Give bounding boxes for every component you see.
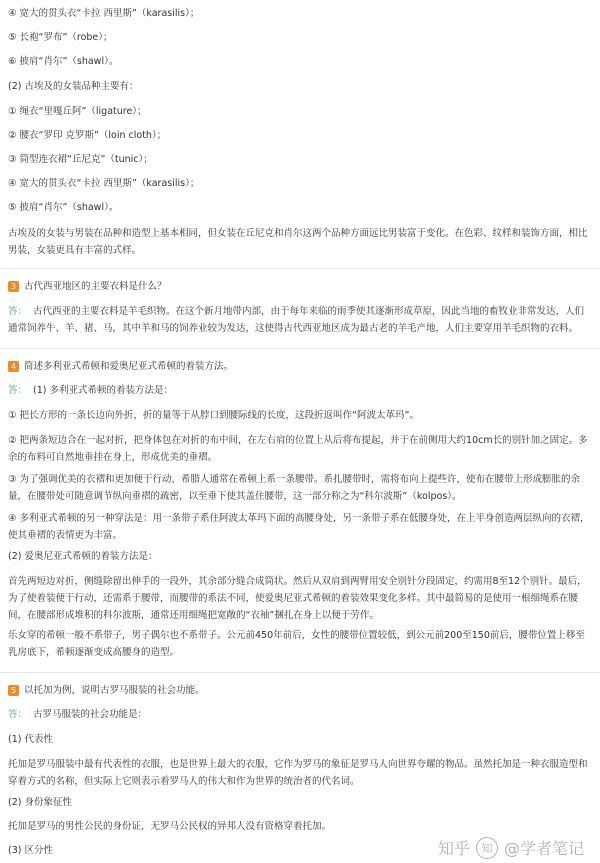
question-number-badge: 3	[8, 281, 19, 292]
paragraph: ③ 为了强调优美的衣褶和更加便于行动，希腊人通常在希顿上系一条腰带。系扎腰带时，需将布向上提些许，使布在腰带上形成膨胀的余量，在腰带处可随意调节纵向垂褶的疏密，以至垂下使其盖住腰带，这一部分称之为“科尔波斯”（kolpos）。	[8, 474, 581, 502]
paragraph: ④ 多利亚式希顿的另一种穿法是：用一条带子系住阿波太革玛下面的高腰身处，另一条带子系在低腰身处，在上半身创造两层纵向的衣褶，使其垂褶的表情更为丰富。	[8, 513, 590, 541]
zhihu-watermark	[438, 836, 584, 859]
divider	[0, 268, 600, 269]
question-3	[8, 279, 592, 295]
paragraph: 古埃及的女装与男装在品种和造型上基本相同，但女装在丘尼克和肖尔这两个品种方面远比男装富于变化。在色彩、纹样和装饰方面，相比男装，女装更具有丰富的式样。	[8, 228, 588, 256]
text-line: 托加是罗马的男性公民的身份证，无罗马公民权的异邦人没有资格穿着托加。	[8, 821, 332, 832]
brand-text: 知乎	[437, 839, 470, 858]
answer-text: (1) 多利亚式希顿的着装方法是：	[33, 385, 173, 396]
text-line: ④ 宽大的贯头衣“卡拉 西里斯”（karasilis）；	[8, 178, 200, 189]
text-line: ⑤ 长袍“罗布”（robe）；	[8, 32, 113, 43]
answer-label: 答：	[8, 709, 28, 720]
answer-4-head	[8, 383, 592, 399]
question-text: 以托加为例，说明古罗马服装的社会功能。	[24, 685, 205, 696]
zhihu-logo-icon: 知	[476, 837, 498, 859]
text-line: ① 绳衣“里嘎丘阿”（ligature）；	[8, 106, 147, 117]
divider	[0, 672, 600, 673]
text-line: (2) 爱奥尼亚式希顿的着装方法是：	[8, 551, 158, 562]
text-line: ② 腰衣“罗印 克罗斯”（loin cloth）；	[8, 130, 167, 141]
question-number-badge: 5	[8, 685, 19, 696]
question-number-badge: 4	[8, 361, 19, 372]
text-line: ⑤ 披肩“肖尔”（shawl）。	[8, 202, 119, 213]
answer-text: 古罗马服装的社会功能是：	[33, 709, 148, 720]
text-line: (1) 代表性	[8, 734, 53, 745]
author-text: @学者笔记	[503, 839, 584, 858]
paragraph: 乐女穿的希顿一般不系带子，男子偶尔也不系带子。公元前450年前后，女性的腰带位置较低，到公元前200至150前后，腰带位置上移至乳房底下，希顿逐渐变成高腰身的造型。	[8, 630, 585, 658]
answer-label: 答：	[8, 306, 28, 317]
text-line: ① 把长方形的一条长边向外折，折的量等于从脖口到腰际线的长度，这段折返叫作“阿波太革玛”。	[8, 410, 419, 421]
divider	[0, 348, 600, 349]
text-line: ⑥ 披肩“肖尔”（shawl）。	[8, 56, 119, 67]
question-text: 古代西亚地区的主要衣料是什么？	[24, 281, 167, 292]
text-line: (2) 身份象征性	[8, 797, 72, 808]
paragraph: 托加是罗马服装中最有代表性的衣服，也是世界上最大的衣服，它作为罗马的象征是罗马人向世界夸耀的物品。虽然托加是一种衣服造型和穿着方式的名称，但实际上它则表示着罗马人的伟大和作为世界的统治者的代名词。	[8, 759, 588, 787]
question-5	[8, 683, 592, 699]
paragraph: 首先两短边对折，侧缝除留出伸手的一段外，其余部分缝合成筒状。然后从双肩到两臂用安全别针分段固定，约需用8至12个别针。最后，为了使着装便于行动，还需系于腰带，而腰带的系法不同，使爱奥尼亚式希顿的着装效果变化多样。其中最简易的是使用一根细绳系在腰间，在腰部形成堆积的科尔波斯，通常还用细绳把宽敞的“衣袖”捆扎在身上以便于劳作。	[8, 576, 587, 621]
text-line: ④ 宽大的贯头衣“卡拉 西里斯”（karasilis）；	[8, 8, 200, 19]
question-4	[8, 359, 592, 375]
answer-label: 答：	[8, 385, 28, 396]
question-text: 简述多利亚式希顿和爱奥尼亚式希顿的着装方法。	[24, 361, 234, 372]
answer-5-head	[8, 707, 592, 723]
text-line: (3) 区分性	[8, 845, 53, 856]
answer-3	[8, 303, 592, 337]
answer-text: 古代西亚的主要衣料是羊毛织物。在这个新月地带内部，由于每年来临的雨季使其逐渐形成草原，因此当地的畜牧业非常发达，人们通常饲养牛、羊、猪、马，其中羊和马的饲养业较为发达，这使得古代西亚地区成为最古老的羊毛产地，人们主要穿用羊毛织物的衣料。	[8, 306, 585, 334]
paragraph: ② 把两条短边合在一起对折，把身体包在对折的布中间，在左右肩的位置上从后将布提起，并于在前侧用大约10cm长的别针加之固定。多余的布料可自然地垂挂在身上，形成优美的垂褶。	[8, 435, 588, 463]
text-line: ③ 筒型连衣裙“丘尼克”（tunic）；	[8, 154, 153, 165]
text-line: (2) 古埃及的女装品种主要有：	[8, 81, 139, 92]
